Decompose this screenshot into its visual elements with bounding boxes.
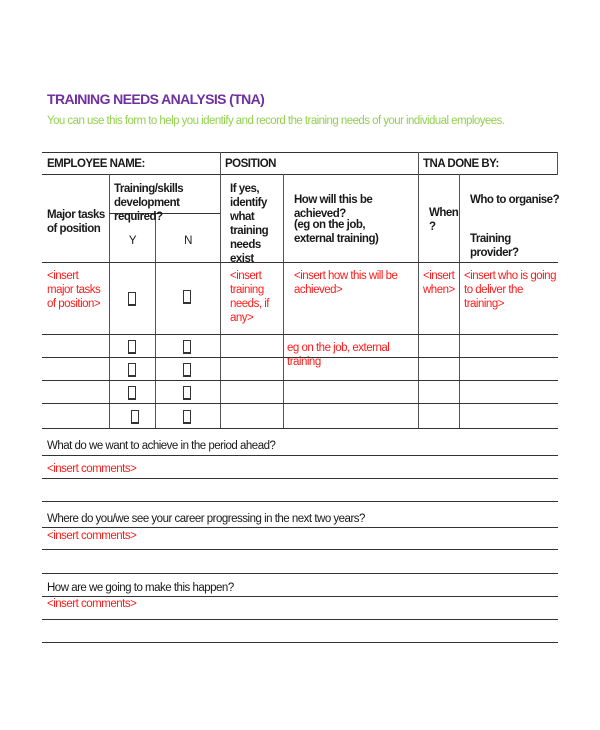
tna-done-by-field[interactable] bbox=[500, 155, 554, 171]
header-no: N bbox=[184, 235, 192, 247]
yes-checkbox[interactable] bbox=[128, 386, 136, 400]
header-yes: Y bbox=[128, 235, 137, 247]
table-row-divider bbox=[42, 380, 558, 381]
col-divider bbox=[220, 152, 221, 263]
answer-line bbox=[42, 642, 558, 643]
table-row-divider bbox=[42, 334, 558, 335]
question-text: Where do you/we see your career progressing in the next two years? bbox=[47, 513, 365, 525]
header-identify-needs: If yes, identify what training needs exist bbox=[230, 183, 269, 265]
header-how-achieved: How will this be achieved? bbox=[294, 194, 373, 220]
table-bottom-border bbox=[42, 428, 558, 429]
yes-checkbox[interactable] bbox=[128, 292, 136, 306]
provider-cell[interactable]: <insert who is going to deliver the training> bbox=[464, 270, 556, 310]
no-checkbox[interactable] bbox=[183, 290, 191, 304]
col-divider bbox=[418, 152, 419, 263]
training-needs-cell[interactable]: <insert training needs, if any> bbox=[230, 270, 269, 324]
answer-line bbox=[42, 501, 558, 502]
table-row-divider bbox=[42, 262, 558, 263]
answer-line bbox=[42, 573, 558, 574]
form-title: TRAINING NEEDS ANALYSIS (TNA) bbox=[47, 91, 265, 107]
how-achieved-cell[interactable]: eg on the job, external training bbox=[287, 342, 390, 368]
header-who-organise: Who to organise? bbox=[470, 194, 560, 206]
major-tasks-cell[interactable]: <insert major tasks of position> bbox=[47, 270, 101, 310]
header-training-provider: Training provider? bbox=[470, 233, 519, 259]
answer-line bbox=[42, 619, 558, 620]
yes-checkbox[interactable] bbox=[128, 340, 136, 354]
question-text: What do we want to achieve in the period ahead? bbox=[47, 440, 276, 452]
comment-field[interactable]: <insert comments> bbox=[47, 463, 137, 475]
answer-line bbox=[42, 549, 558, 550]
no-checkbox[interactable] bbox=[183, 340, 191, 354]
comment-field[interactable]: <insert comments> bbox=[47, 530, 137, 542]
table-top-border bbox=[42, 152, 558, 153]
table-right-border bbox=[557, 152, 558, 175]
header-major-tasks: Major tasks of position bbox=[47, 209, 105, 235]
answer-line bbox=[42, 596, 558, 597]
table-row-divider bbox=[42, 403, 558, 404]
header-training-required: Training/skills development required? bbox=[114, 183, 184, 223]
position-field[interactable] bbox=[285, 155, 413, 171]
col-divider bbox=[283, 174, 284, 428]
header-how-achieved-hint: (eg on the job, external training) bbox=[294, 219, 379, 245]
col-divider bbox=[459, 174, 460, 428]
employee-name-label: EMPLOYEE NAME: bbox=[47, 158, 145, 170]
table-row-divider bbox=[42, 174, 558, 175]
form-subtitle: You can use this form to help you identify and record the training needs of your individual employees. bbox=[47, 115, 505, 127]
answer-line bbox=[42, 527, 558, 528]
no-checkbox[interactable] bbox=[183, 410, 191, 424]
how-achieved-cell[interactable]: <insert how this will be achieved> bbox=[294, 270, 398, 296]
yes-checkbox[interactable] bbox=[128, 363, 136, 377]
tna-done-by-label: TNA DONE BY: bbox=[423, 158, 499, 170]
question-text: How are we going to make this happen? bbox=[47, 582, 234, 594]
answer-line bbox=[42, 478, 558, 479]
when-cell[interactable]: <insert when> bbox=[423, 270, 455, 296]
answer-line bbox=[42, 455, 558, 456]
position-label: POSITION bbox=[225, 158, 276, 170]
yes-checkbox[interactable] bbox=[131, 410, 139, 424]
employee-name-field[interactable] bbox=[160, 155, 216, 171]
comment-field[interactable]: <insert comments> bbox=[47, 598, 137, 610]
table-row-divider bbox=[42, 357, 558, 358]
no-checkbox[interactable] bbox=[183, 363, 191, 377]
header-when: When ? bbox=[429, 207, 459, 233]
no-checkbox[interactable] bbox=[183, 386, 191, 400]
